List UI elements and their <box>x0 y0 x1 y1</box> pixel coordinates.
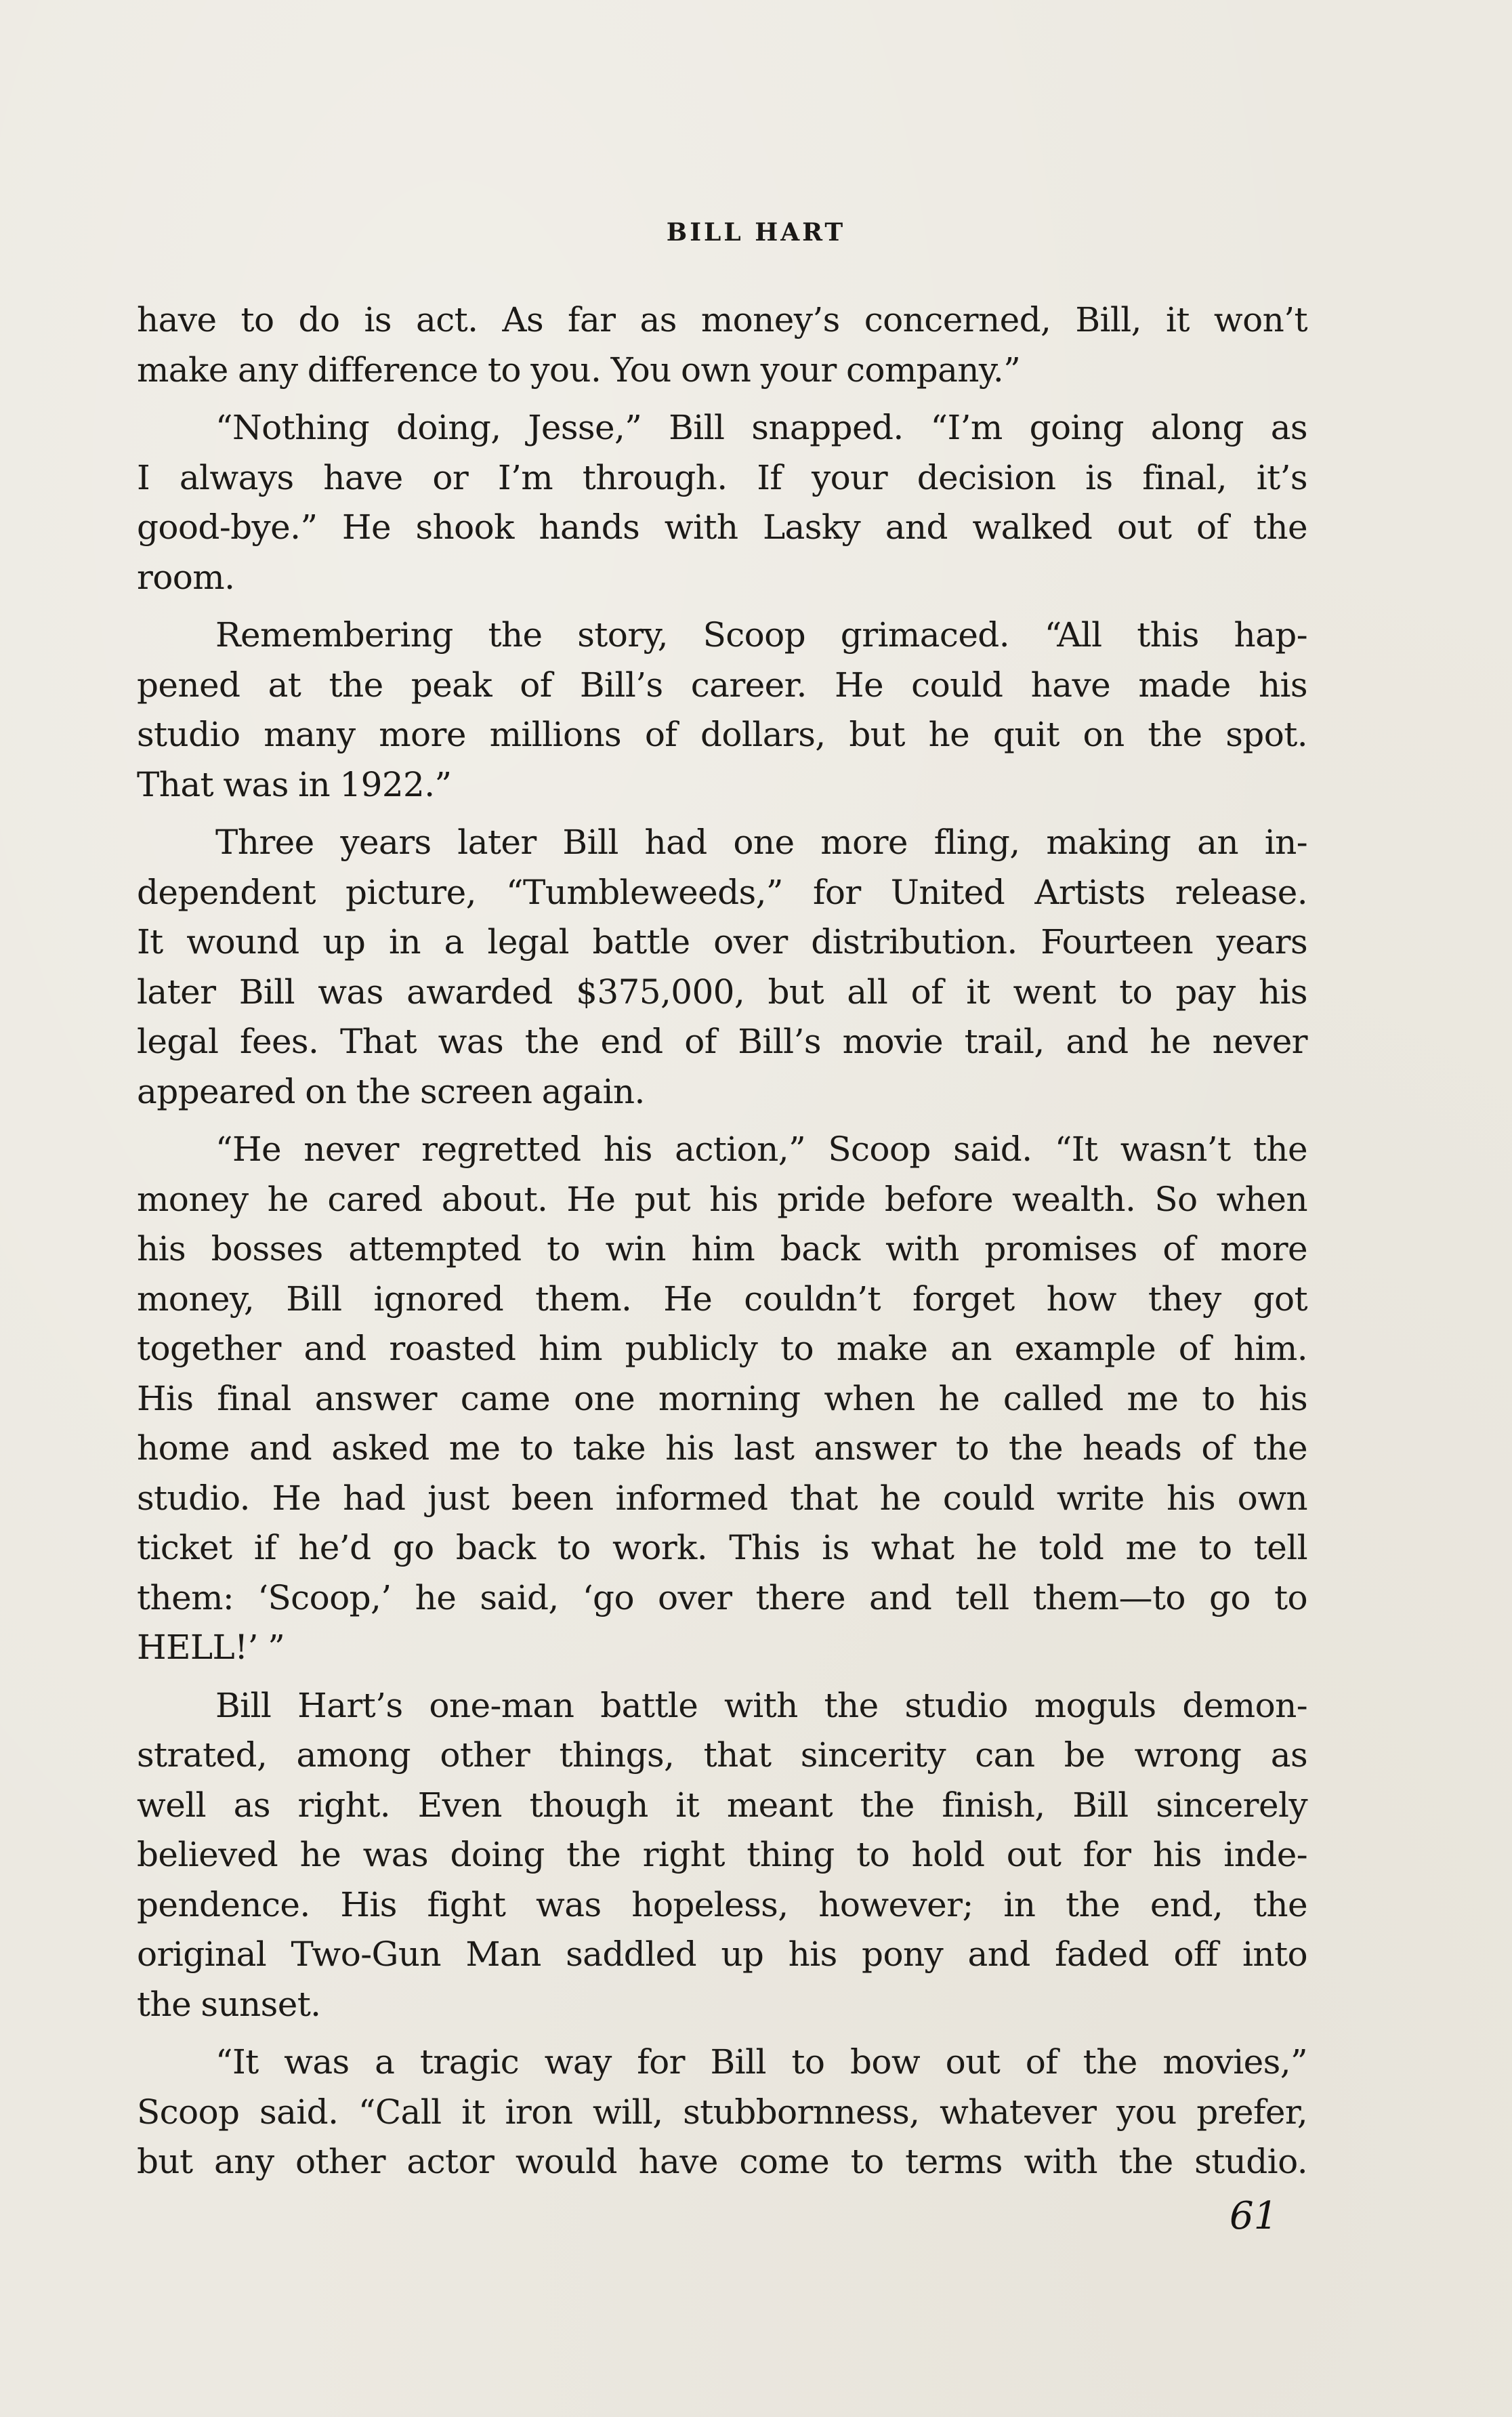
body-text <box>137 295 1307 2195</box>
text-line: his bosses attempted to win him back with promises of more <box>137 1229 1307 1268</box>
text-line: legal fees. That was the end of Bill’s movie trail, and he never <box>137 1022 1307 1061</box>
text-line: room. <box>137 557 235 597</box>
text-line: studio. He had just been informed that he could write his own <box>137 1478 1307 1518</box>
text-line: money, Bill ignored them. He couldn’t forget how they got <box>137 1279 1307 1319</box>
text-line: pened at the peak of Bill’s career. He could have made his <box>137 665 1307 705</box>
paragraph <box>137 295 1307 395</box>
text-line: studio many more millions of dollars, but he quit on the spot. <box>137 715 1307 754</box>
paragraph <box>137 2038 1307 2187</box>
text-line: Scoop said. “Call it iron will, stubbornness, whatever you prefer, <box>137 2092 1307 2132</box>
text-line: believed he was doing the right thing to hold out for his inde- <box>137 1835 1307 1874</box>
text-line: good-bye.” He shook hands with Lasky and walked out of the <box>137 508 1307 547</box>
text-line: well as right. Even though it meant the finish, Bill sincerely <box>137 1785 1307 1825</box>
text-line: “Nothing doing, Jesse,” Bill snapped. “I’m going along as <box>215 408 1307 447</box>
text-line: dependent picture, “Tumbleweeds,” for United Artists release. <box>137 872 1307 912</box>
text-line: home and asked me to take his last answer to the heads of the <box>137 1428 1307 1468</box>
text-line: but any other actor would have come to terms with the studio. <box>137 2142 1307 2181</box>
text-line: the sunset. <box>137 1984 321 2024</box>
text-line: pendence. His fight was hopeless, however; in the end, the <box>137 1884 1307 1924</box>
paragraph <box>137 818 1307 1117</box>
paragraph <box>137 403 1307 602</box>
page-number: 61 <box>1230 2194 1278 2238</box>
text-line: appeared on the screen again. <box>137 1071 645 1111</box>
text-line: later Bill was awarded $375,000, but all of it went to pay his <box>137 972 1307 1012</box>
paragraph <box>137 611 1307 810</box>
text-line: money he cared about. He put his pride before wealth. So when <box>137 1179 1307 1219</box>
text-line: I always have or I’m through. If your decision is final, it’s <box>137 457 1307 497</box>
paragraph <box>137 1681 1307 2030</box>
text-line: Remembering the story, Scoop grimaced. “All this hap- <box>215 615 1307 655</box>
paragraph <box>137 1125 1307 1673</box>
text-line: His final answer came one morning when he called me to his <box>137 1378 1307 1418</box>
text-line: It wound up in a legal battle over distribution. Fourteen years <box>137 922 1307 962</box>
text-line: have to do is act. As far as money’s concerned, Bill, it won’t <box>137 300 1307 339</box>
text-line: make any difference to you. You own your company.” <box>137 350 1021 390</box>
text-line: them: ‘Scoop,’ he said, ‘go over there and tell them—to go to <box>137 1577 1307 1617</box>
text-line: ticket if he’d go back to work. This is what he told me to tell <box>137 1528 1307 1567</box>
text-line: original Two-Gun Man saddled up his pony and faded off into <box>137 1935 1307 1974</box>
text-line: Three years later Bill had one more fling, making an in- <box>215 823 1307 862</box>
text-line: That was in 1922.” <box>137 764 452 804</box>
text-line: “He never regretted his action,” Scoop said. “It wasn’t the <box>215 1130 1307 1169</box>
text-line: together and roasted him publicly to make an example of him. <box>137 1329 1307 1368</box>
text-line: “It was a tragic way for Bill to bow out of the movies,” <box>215 2042 1307 2082</box>
text-line: Bill Hart’s one-man battle with the studio moguls demon- <box>215 1685 1307 1725</box>
text-line: strated, among other things, that sincerity can be wrong as <box>137 1735 1307 1775</box>
text-line: HELL!’ ” <box>137 1628 285 1667</box>
running-head: BILL HART <box>666 218 846 247</box>
